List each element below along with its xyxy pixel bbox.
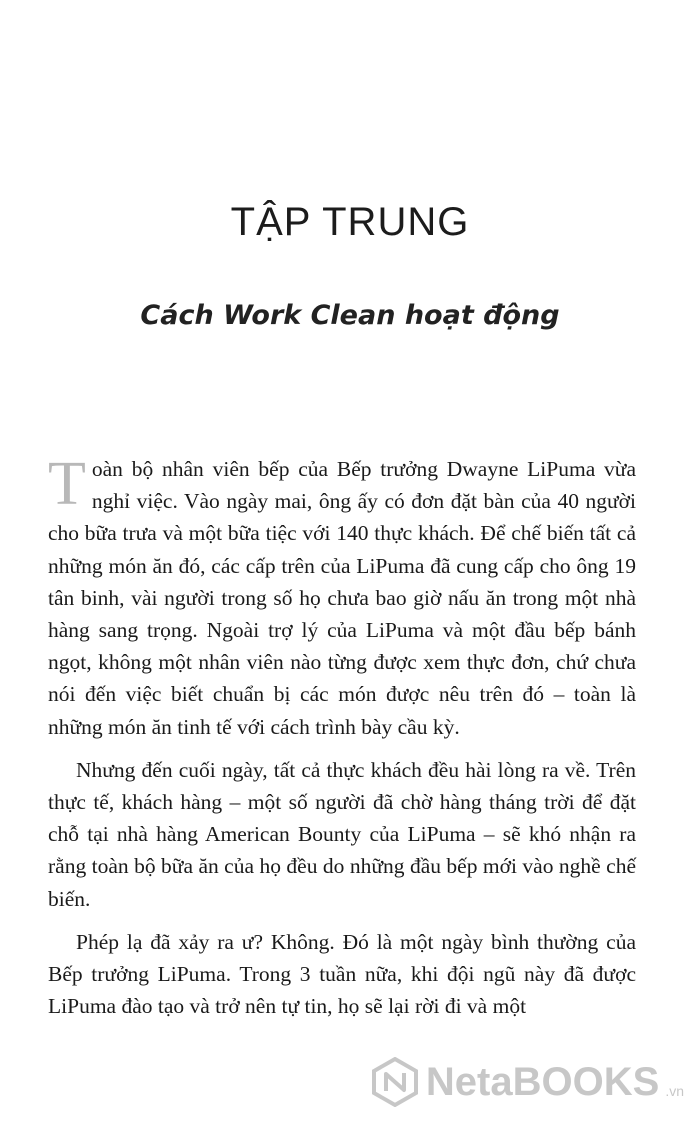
paragraph-3: Phép lạ đã xảy ra ư? Không. Đó là một ngày bình thường của Bếp trưởng LiPuma. Trong 3 tuần nữa, khi đội ngũ này đã được LiPuma đào tạo và trở nên tự tin, họ sẽ lại rời đi và một [48,929,636,1019]
paragraph-1 [48,450,636,743]
watermark-suffix: .vn [665,1083,684,1099]
netabooks-watermark [370,1057,684,1107]
chapter-subtitle: Cách Work Clean hoạt động [140,300,560,331]
drop-cap: T [48,450,86,518]
watermark-brand: NetaBOOKS [425,1059,660,1104]
body-text [48,450,636,1033]
paragraph-2: Nhưng đến cuối ngày, tất cả thực khách đều hài lòng ra về. Trên thực tế, khách hàng – một số người đã chờ hàng tháng trời để đặt chỗ tại nhà hàng American Bounty của LiPuma – sẽ khó nhận ra rằng toàn bộ bữa ăn của họ đều do những đầu bếp mới vào nghề chế biến. [48,757,636,911]
chapter-title: TẬP TRUNG [230,200,470,244]
netabooks-logo-icon [370,1057,420,1107]
paragraph-1-text: oàn bộ nhân viên bếp của Bếp trưởng Dwayne LiPuma vừa nghỉ việc. Vào ngày mai, ông ấy có đơn đặt bàn của 40 người cho bữa trưa và một bữa tiệc với 140 thực khách. Để chế biến tất cả những món ăn đó, các cấp trên của LiPuma đã cung cấp cho ông 19 tân binh, vài người trong số họ chưa bao giờ nấu ăn trong một nhà hàng sang trọng. Ngoài trợ lý của LiPuma và một đầu bếp bánh ngọt, không một nhân viên nào từng được xem thực đơn, chứ chưa nói đến việc biết chuẩn bị các món được nêu trên đó – toàn là những món ăn tinh tế với cách trình bày cầu kỳ. [48,457,636,739]
